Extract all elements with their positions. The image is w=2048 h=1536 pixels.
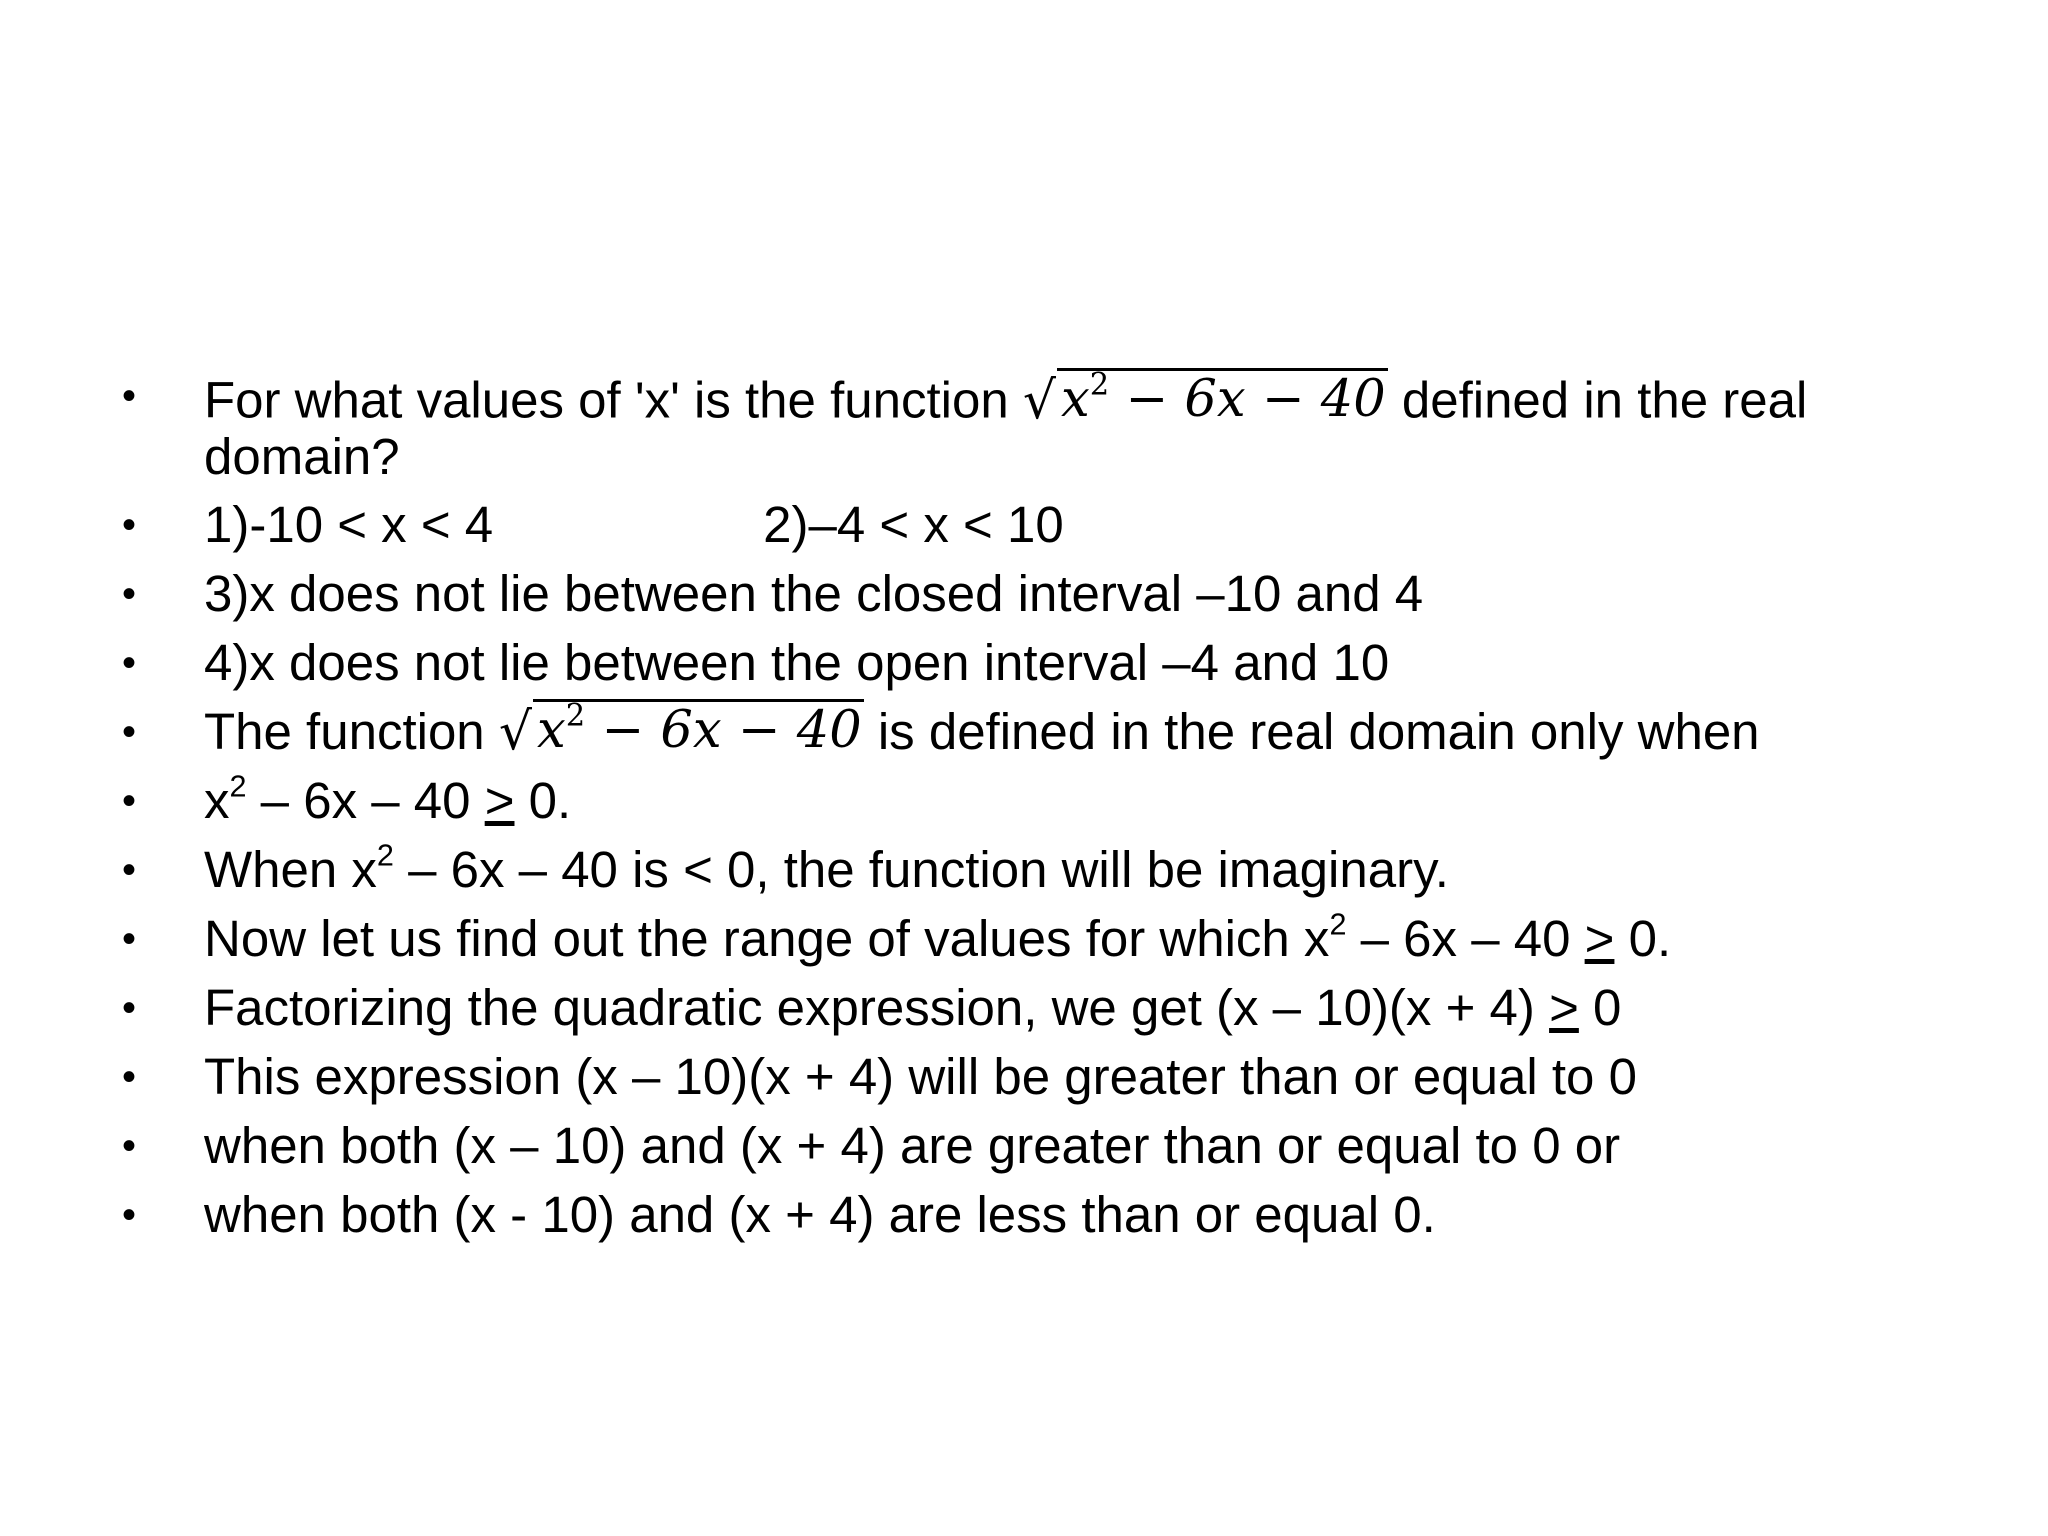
question-item	[120, 368, 1920, 485]
options-row-1	[120, 491, 1920, 559]
option-1: 1)-10 < x < 4	[204, 495, 494, 553]
bullet-dot: •	[122, 916, 137, 961]
bullet-dot: •	[122, 1123, 137, 1168]
solution-line-4: • Now let us find out the range of values for which $x^2 - 6x - 40 > 0$.	[120, 905, 1920, 973]
radical-sign-icon: √	[1022, 370, 1057, 431]
bullet-dot: •	[122, 778, 137, 823]
radicand: $x^2 - 6x - 40$	[1057, 368, 1388, 427]
greater-equal-sign: >	[1549, 978, 1579, 1036]
solution-line-2: • $x^2 - 6x - 40 > 0$.	[120, 767, 1920, 835]
bullet-list	[120, 368, 1920, 1250]
bullet-dot: •	[122, 640, 137, 685]
option-4-item	[120, 629, 1920, 697]
bullet-dot: •	[122, 374, 137, 418]
greater-equal-sign: >	[484, 771, 515, 829]
bullet-dot: •	[122, 847, 137, 892]
option-2: 2)–4 < x < 10	[763, 495, 1064, 553]
question-text-start: For what values of 'x' is the function	[204, 371, 1009, 429]
solution-line-6: • This expression (x – 10)(x + 4) will be greater than or equal to 0	[120, 1043, 1920, 1111]
option-4: 4)x does not lie between the open interval –4 and 10	[204, 633, 1390, 691]
sqrt-expression	[1022, 367, 1388, 431]
bullet-dot: •	[122, 571, 137, 616]
greater-equal-sign: >	[1584, 909, 1615, 967]
bullet-dot: •	[122, 1192, 137, 1237]
option-3-item	[120, 560, 1920, 628]
bullet-dot: •	[122, 985, 137, 1030]
radicand: $x^2 - 6x - 40$	[533, 699, 864, 758]
solution-line-5: • Factorizing the quadratic expression, we get (x – 10)(x + 4) > 0	[120, 974, 1920, 1042]
option-3: 3)x does not lie between the closed interval –10 and 4	[204, 564, 1424, 622]
bullet-dot: •	[122, 502, 137, 547]
solution-line-3: • When $x^2 - 6x - 40$ is < 0, the function will be imaginary.	[120, 836, 1920, 904]
bullet-dot: •	[122, 1054, 137, 1099]
solution-line-1: • The function √ $x^2 - 6x - 40$ is defined in the real domain only when	[120, 698, 1920, 766]
radical-sign-icon: √	[498, 701, 532, 762]
solution-line-7: • when both (x – 10) and (x + 4) are greater than or equal to 0 or	[120, 1112, 1920, 1180]
solution-line-8: • when both (x - 10) and (x + 4) are less than or equal 0.	[120, 1181, 1920, 1249]
sqrt-expression	[498, 698, 864, 762]
bullet-dot: •	[122, 709, 137, 754]
question-text-end: defined in the real domain?	[204, 371, 1808, 485]
